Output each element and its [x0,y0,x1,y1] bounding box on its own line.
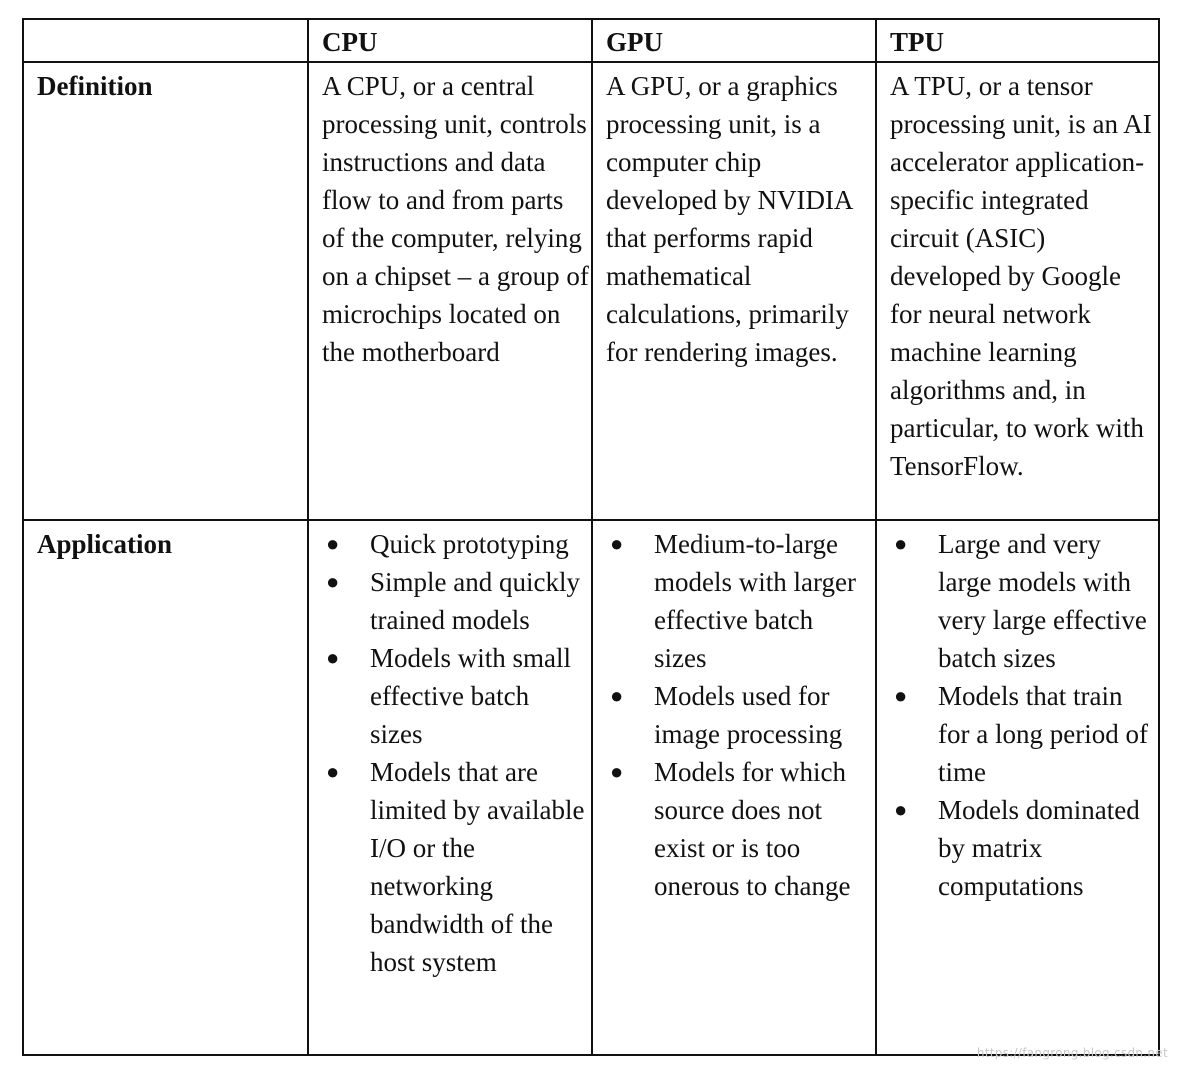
comparison-table [22,18,1160,1056]
bullet-icon: ● [326,531,340,556]
list-item [322,563,591,639]
bullet-icon: ● [610,531,624,556]
definition-gpu-cell [592,62,876,520]
application-label: Application [23,520,308,1055]
bullet-icon: ● [326,759,340,784]
list-item-text: Medium-to-large models with larger effective batch sizes [654,529,856,673]
application-row [23,520,1159,1055]
application-tpu-cell [876,520,1159,1055]
bullet-icon: ● [894,683,908,708]
application-tpu-list [890,525,1158,905]
definition-gpu-text: A GPU, or a graphics processing unit, is a computer chip developed by NVIDIA that performs rapid mathematical calculations, primarily for rendering images. [606,71,852,367]
list-item [606,525,875,677]
application-cpu-list [322,525,591,981]
list-item [606,677,875,753]
bullet-icon: ● [894,531,908,556]
definition-label: Definition [23,62,308,520]
definition-tpu-text: A TPU, or a tensor processing unit, is an AI accelerator application-specific integrated circuit (ASIC) developed by Google for neural network machine learning algorithms and, in particular, to work with TensorFlow. [890,71,1152,481]
definition-cpu-cell [308,62,592,520]
list-item [322,753,591,981]
definition-cpu-text: A CPU, or a central processing unit, controls instructions and data flow to and from parts of the computer, relying on a chipset – a group of microchips located on the motherboard [322,71,589,367]
list-item-text: Quick prototyping [370,529,569,559]
bullet-icon: ● [326,569,340,594]
list-item [322,639,591,753]
list-item-text: Large and very large models with very large effective batch sizes [938,529,1147,673]
bullet-icon: ● [894,797,908,822]
bullet-icon: ● [326,645,340,670]
application-cpu-cell [308,520,592,1055]
list-item [890,525,1158,677]
list-item [890,791,1158,905]
list-item-text: Models dominated by matrix computations [938,795,1140,901]
list-item [606,753,875,905]
list-item-text: Simple and quickly trained models [370,567,580,635]
watermark: https://fangrong.blog.csdn.net [976,1046,1168,1060]
bullet-icon: ● [610,683,624,708]
list-item-text: Models that are limited by available I/O or the networking bandwidth of the host system [370,757,585,977]
definition-row [23,62,1159,520]
list-item [890,677,1158,791]
header-cpu: CPU [308,19,592,62]
application-gpu-list [606,525,875,905]
header-tpu: TPU [876,19,1159,62]
application-gpu-cell [592,520,876,1055]
list-item-text: Models used for image processing [654,681,843,749]
list-item-text: Models for which source does not exist or is too onerous to change [654,757,851,901]
header-row [23,19,1159,62]
definition-tpu-cell [876,62,1159,520]
header-gpu: GPU [592,19,876,62]
list-item [322,525,591,563]
list-item-text: Models with small effective batch sizes [370,643,571,749]
list-item-text: Models that train for a long period of time [938,681,1148,787]
header-corner-cell [23,19,308,62]
bullet-icon: ● [610,759,624,784]
